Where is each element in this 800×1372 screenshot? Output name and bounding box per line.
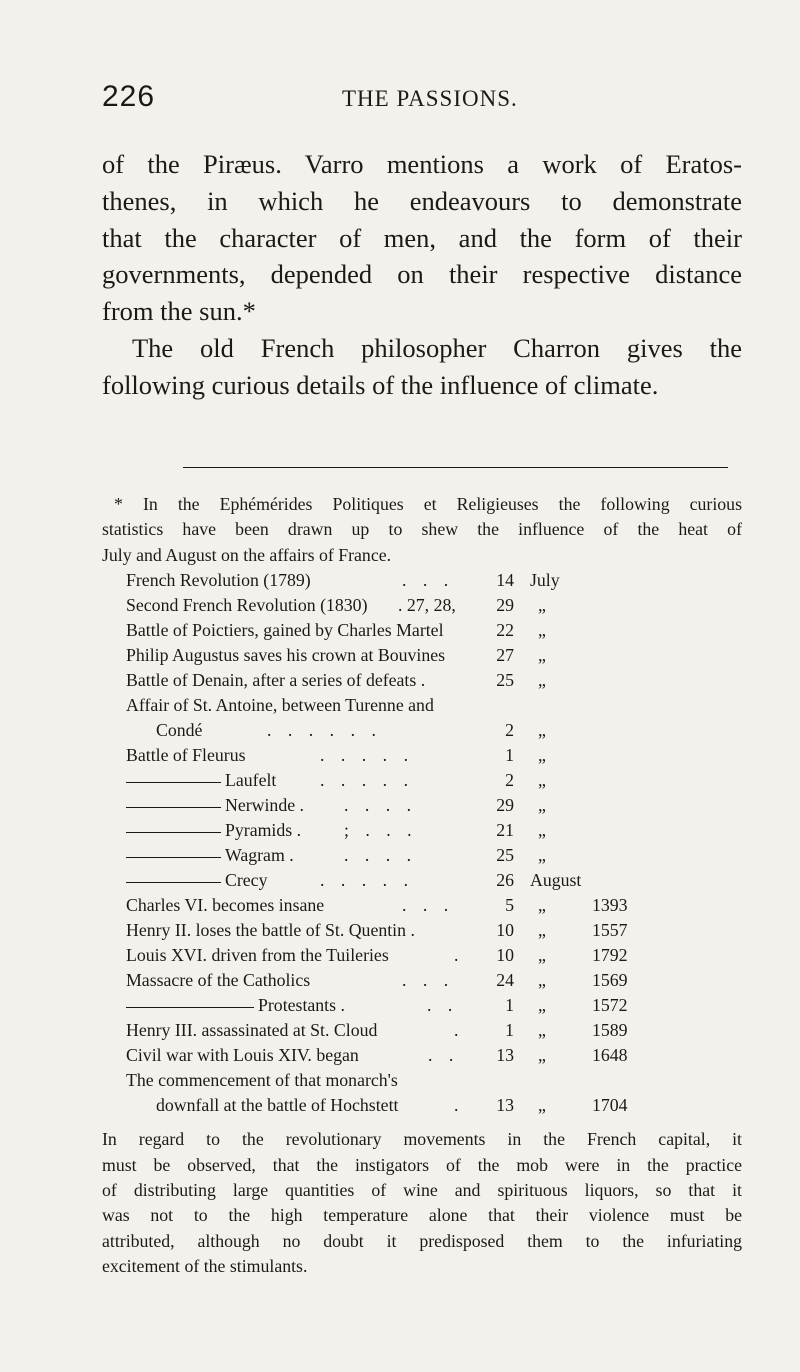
footnote-closing-line: excitement of the stimulants.: [102, 1256, 308, 1277]
table-row: [102, 943, 742, 968]
ditto-mark: „: [538, 920, 546, 941]
event-day: 29: [496, 795, 514, 816]
table-row: [102, 693, 742, 718]
leader-dots: .: [454, 945, 459, 966]
text-line: following curious details of the influence of climate.: [102, 369, 659, 400]
table-row: [102, 668, 742, 693]
leader-dots: . .: [428, 1045, 460, 1066]
ditto-mark: „: [538, 1095, 546, 1116]
page-header: [102, 80, 742, 120]
leader-dots: . .: [427, 995, 459, 1016]
leader-dots: . . .: [402, 970, 455, 991]
footnote-closing-line: of distributing large quantities of wine and spirituous liquors, so that it: [102, 1180, 742, 1201]
leader-dots: . . .: [402, 570, 455, 591]
event-day: 13: [496, 1045, 514, 1066]
event-day: 10: [496, 945, 514, 966]
event-month: July: [530, 570, 560, 591]
text-line: The old French philosopher Charron gives the: [132, 332, 742, 363]
event-year: 1704: [592, 1095, 628, 1116]
text-line: that the character of men, and the form of their: [102, 222, 742, 253]
running-head: THE PASSIONS.: [342, 86, 518, 111]
ditto-mark: „: [538, 995, 546, 1016]
event-name: Henry III. assassinated at St. Cloud: [126, 1020, 378, 1041]
event-year: 1569: [592, 970, 628, 991]
event-day: 21: [496, 820, 514, 841]
event-day: 22: [496, 620, 514, 641]
ditto-mark: „: [538, 670, 546, 691]
leader-dots: .: [454, 1095, 459, 1116]
event-name: Pyramids .: [126, 818, 301, 843]
footnote-rule: [183, 467, 728, 468]
table-row: [102, 993, 742, 1018]
ditto-mark: „: [538, 845, 546, 866]
text-line: of the Piræus. Varro mentions a work of Eratos-: [102, 149, 742, 179]
footnote-closing-line: must be observed, that the instigators of the mob were in the practice: [102, 1154, 742, 1175]
footnote-closing-line: attributed, although no doubt it predisposed them to the infuriating: [102, 1230, 742, 1251]
leader-dots: . . . . . .: [267, 720, 382, 741]
leader-dots: ; . . .: [344, 820, 418, 841]
event-year: 1572: [592, 995, 628, 1016]
leader-dots: . . . . .: [320, 745, 415, 766]
event-year: 1393: [592, 895, 628, 916]
table-row: [102, 568, 742, 593]
event-name: Battle of Fleurus: [126, 745, 246, 766]
event-name: downfall at the battle of Hochstett: [156, 1095, 399, 1116]
event-day: 1: [505, 1020, 514, 1041]
event-name: French Revolution (1789): [126, 570, 311, 591]
table-row: [102, 918, 742, 943]
event-name: Wagram .: [126, 843, 294, 868]
event-name: Protestants .: [126, 993, 345, 1018]
event-name: Charles VI. becomes insane: [126, 895, 325, 916]
main-text: [102, 146, 742, 404]
table-row: [102, 1068, 742, 1093]
footnote-intro-line: * In the Ephémérides Politiques et Religieuses the following curious: [114, 494, 742, 514]
ditto-mark: „: [538, 720, 546, 741]
event-day: 26: [496, 870, 514, 891]
table-row: [102, 1093, 742, 1118]
table-row: [102, 1043, 742, 1068]
event-day: 2: [505, 720, 514, 741]
ditto-mark: „: [538, 970, 546, 991]
ditto-mark: „: [538, 1045, 546, 1066]
event-day: 1: [505, 745, 514, 766]
event-year: 1648: [592, 1045, 628, 1066]
ditto-mark: „: [538, 770, 546, 791]
event-year: 1557: [592, 920, 628, 941]
text-line: from the sun.*: [102, 296, 256, 327]
footnote-intro-line: statistics have been drawn up to shew the influence of the heat of: [102, 519, 742, 540]
leader-dots: .: [454, 1020, 459, 1041]
event-day: 27: [496, 645, 514, 666]
ditto-mark: „: [538, 745, 546, 766]
leader-dots: . . . .: [344, 795, 418, 816]
climate-statistics-table: [102, 568, 742, 1127]
event-name: Condé: [156, 720, 203, 741]
leader-dots: . . . . .: [320, 870, 415, 891]
footnote-intro-line: July and August on the affairs of France.: [102, 544, 392, 565]
event-year: 1589: [592, 1020, 628, 1041]
table-row: [102, 793, 742, 818]
table-row: [102, 893, 742, 918]
event-name: Laufelt: [126, 768, 276, 793]
table-row: [102, 643, 742, 668]
ditto-mark: „: [538, 820, 546, 841]
event-day: 10: [496, 920, 514, 941]
event-day: 25: [496, 670, 514, 691]
ditto-mark: „: [538, 645, 546, 666]
event-name: The commencement of that monarch's: [126, 1070, 398, 1091]
leader-dots: . . . . .: [320, 770, 415, 791]
ditto-mark: „: [538, 1020, 546, 1041]
table-row: [102, 718, 742, 743]
event-name: Second French Revolution (1830): [126, 595, 368, 616]
ditto-mark: „: [538, 620, 546, 641]
event-name: Affair of St. Antoine, between Turenne and: [126, 695, 434, 716]
event-name: Massacre of the Catholics: [126, 970, 311, 991]
page-number: 226: [102, 80, 156, 113]
event-name: Philip Augustus saves his crown at Bouvines: [126, 645, 446, 666]
leader-dots: . . .: [402, 895, 455, 916]
event-year: 1792: [592, 945, 628, 966]
event-day: 25: [496, 845, 514, 866]
leader-dots: . 27, 28,: [398, 595, 456, 616]
footnote-closing-line: In regard to the revolutionary movements in the French capital, it: [102, 1129, 742, 1150]
text-line: governments, depended on their respective distance: [102, 259, 742, 290]
ditto-mark: „: [538, 895, 546, 916]
table-row: [102, 768, 742, 793]
event-day: 2: [505, 770, 514, 791]
event-day: 24: [496, 970, 514, 991]
event-name: Battle of Poictiers, gained by Charles Martel: [126, 620, 444, 641]
event-name: Crecy: [126, 868, 267, 893]
event-name: Louis XVI. driven from the Tuileries: [126, 945, 389, 966]
ditto-mark: „: [538, 795, 546, 816]
table-row: [102, 868, 742, 893]
event-month: August: [530, 870, 582, 891]
text-line: thenes, in which he endeavours to demonstrate: [102, 185, 742, 216]
event-day: 5: [505, 895, 514, 916]
table-row: [102, 818, 742, 843]
table-row: [102, 843, 742, 868]
event-day: 1: [505, 995, 514, 1016]
event-name: Nerwinde .: [126, 793, 304, 818]
event-name: Henry II. loses the battle of St. Quentin .: [126, 920, 415, 941]
table-row: [102, 743, 742, 768]
event-day: 14: [496, 570, 514, 591]
event-day: 29: [496, 595, 514, 616]
event-day: 13: [496, 1095, 514, 1116]
table-row: [102, 1018, 742, 1043]
leader-dots: . . . .: [344, 845, 418, 866]
table-row: [102, 593, 742, 618]
footnote-closing-line: was not to the high temperature alone that their violence must be: [102, 1205, 742, 1226]
table-row: [102, 968, 742, 993]
footnote: [102, 492, 742, 1280]
event-name: Civil war with Louis XIV. began: [126, 1045, 359, 1066]
ditto-mark: „: [538, 945, 546, 966]
table-row: [102, 618, 742, 643]
ditto-mark: „: [538, 595, 546, 616]
event-name: Battle of Denain, after a series of defeats .: [126, 670, 426, 691]
